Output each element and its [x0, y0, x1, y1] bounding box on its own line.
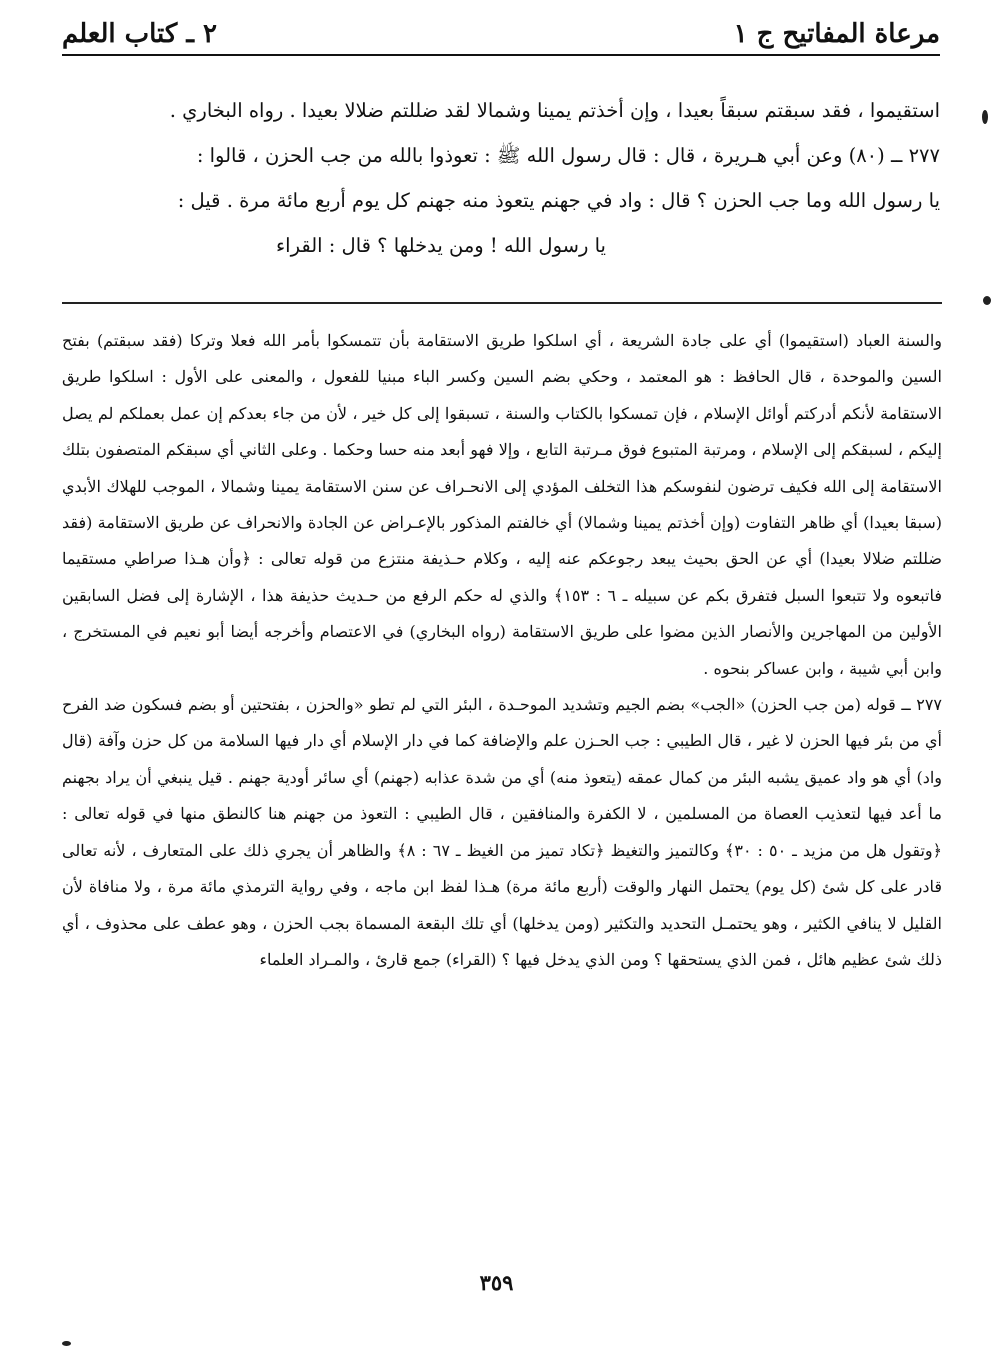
scan-mark [982, 110, 988, 124]
hadith-line: ٢٧٧ ــ (٨٠) وعن أبي هـريرة ، قال : قال رسول الله ﷺ : تعوذوا بالله من جب الحزن ، قالوا : [196, 144, 940, 167]
hadith-text-block [62, 88, 940, 268]
running-header [62, 14, 940, 54]
section-divider-rule [62, 302, 942, 304]
hadith-line: استقيموا ، فقد سبقتم سبقاً بعيدا ، وإن أخذتم يمينا وشمالا لقد ضللتم ضلالا بعيدا . رواه البخاري . [169, 99, 940, 122]
header-book-title: مرعاة المفاتيح ج ١ [733, 19, 940, 49]
commentary-paragraph: والسنة العباد (استقيموا) أي على جادة الشريعة ، أي اسلكوا طريق الاستقامة بأن تتمسكوا بأمر الله فعلا وتركا (فقد سبقتم) بفتح السين والموحدة ، قال الحافظ : هو المعتمد ، وحكي بضم السين وكسر الباء مبنيا للفعول ، والمعنى على الأول : اسلكوا طريق الاستقامة لأنكم أدركتم أوائل الإسلام ، فإن تمسكوا بالكتاب والسنة ، تسبقوا إلى كل خير ، لأن من جاء بعدكم إن عمل بعملكم لم يصل إليكم ، لسبقكم إلى الإسلام ، ومرتبة المتبوع فوق مـرتبة التابع ، وإلا فهو أبعد منه حسا وحكما . وعلى الثاني أي سبقكم المتصفون بتلك الاستقامة إلى الله فكيف ترضون لنفوسكم هذا التخلف المؤدي إلى الانحـراف عن سنن الاستقامة يمينا وشمالا ، الموجب للهلاك الأبدي (سبقا بعيدا) أي ظاهر التفاوت (وإن أخذتم يمينا وشمالا) أي خالفتم المذكور بالإعـراض عن الجادة والانحراف عن طريق الاستقامة (فقد ضللتم ضلالا بعيدا) أي عن الحق بحيث يبعد رجوعكم عنه إليه ، وكلام حـذيفة منتزع من قوله تعالى : ﴿وأن هـذا صراطي مستقيما فاتبعوه ولا تتبعوا السبل فتفرق بكم عن سبيله ـ ٦ : ١٥٣﴾ والذي له حكم الرفع من حـديث حذيفة هذا ، الإشارة إلى فضل السابقين الأولين من المهاجرين والأنصار الذين مضوا على طريق الاستقامة (رواه البخاري) في الاعتصام وأخرجه أيضا أبو نعيم في المستخرج ، وابن أبي شيبة ، وابن عساكر بنحوه . [62, 331, 942, 678]
commentary-paragraph: ٢٧٧ ــ قوله (من جب الحزن) «الجب» بضم الجيم وتشديد الموحـدة ، البئر التي لم تطو «والحزن ، بفتحتين أو بضم فسكون ضد الفرح أي من بئر فيها الحزن لا غير ، قال الطيبي : جب الحـزن علم والإضافة كما في دار الإسلام أي دار فيها السلامة من كل حزن وآفة (قال واد) أي هو واد عميق يشبه البئر من كمال عمقه (يتعوذ منه) أي من شدة عذابه (جهنم) أي سائر أودية جهنم . قيل ينبغي أن يراد بجهنم ما أعد فيها لتعذيب العصاة من المسلمين ، لا الكفرة والمنافقين ، قال الطيبي : التعوذ من جهنم هنا كالنطق منها في قوله تعالى : ﴿وتقول هل من مزيد ـ ٥٠ : ٣٠﴾ وكالتميز والتغيظ ﴿تكاد تميز من الغيظ ـ ٦٧ : ٨﴾ والظاهر أن يجري ذلك على المتعارف ، لأنه تعالى قادر على كل شئ (كل يوم) يحتمل النهار والوقت (أربع مائة مرة) هـذا لفظ ابن ماجه ، وفي رواية الترمذي مائة مرة ، ولا منافاة لأن القليل لا ينافي الكثير ، وهو يحتمـل التحديد والتكثير (ومن يدخلها) أي تلك البقعة المسماة بجب الحزن ، وهو عطف على محذوف ، أي ذلك شئ عظيم هائل ، فمن الذي يستحقها ؟ ومن الذي يدخل فيها ؟ (القراء) جمع قارئ ، والمـراد العلماء [62, 695, 943, 969]
header-rule [62, 54, 940, 56]
scan-mark [983, 296, 991, 305]
commentary-block [62, 323, 942, 978]
page-number: ٣٥٩ [479, 1270, 514, 1295]
hadith-line: يا رسول الله وما جب الحزن ؟ قال : واد في جهنم يتعوذ منه جهنم كل يوم أربع مائة مرة . قيل : [177, 189, 940, 212]
scan-mark [62, 1341, 71, 1346]
header-chapter-title: ٢ ـ كتاب العلم [62, 19, 217, 49]
hadith-line: يا رسول الله ! ومن يدخلها ؟ قال : القراء [276, 234, 606, 257]
